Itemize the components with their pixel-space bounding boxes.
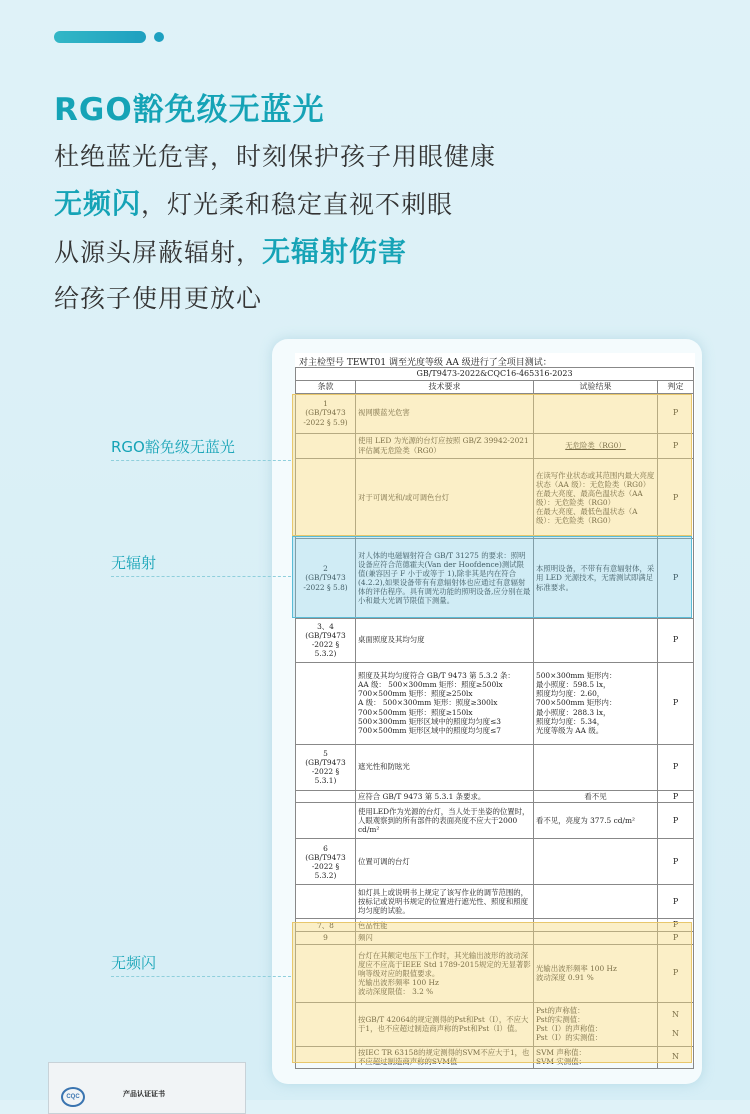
clause-cell: 6 (GB/T9473 -2022 § 5.3.2) bbox=[296, 839, 356, 885]
requirement-cell: 桌面照度及其均匀度 bbox=[356, 618, 534, 662]
tag-connector bbox=[111, 976, 291, 977]
requirement-cell: 台灯在其额定电压下工作时，其光输出波形的波动深度应不应高于IEEE Std 1789-2015规定的无显著影响等级对应的限值要求。 光输出波形频率 100 Hz 波动深度限值： 3.2 % bbox=[356, 944, 534, 1002]
verdict-cell: N bbox=[658, 1046, 694, 1068]
requirement-cell: 对于可调光和/或可调色台灯 bbox=[356, 458, 534, 538]
verdict-cell: P bbox=[658, 839, 694, 885]
verdict-cell: P bbox=[658, 919, 694, 932]
header-requirement: 技术要求 bbox=[356, 380, 534, 393]
verdict-cell: N N bbox=[658, 1002, 694, 1046]
requirement-cell: 按IEC TR 63158的规定测得的SVM不应大于1，也不应超过制造商声称的SVM值 bbox=[356, 1046, 534, 1068]
feature-line-1: 杜绝蓝光危害，时刻保护孩子用眼健康 bbox=[54, 142, 497, 171]
feature-line-3: 从源头屏蔽辐射，无辐射伤害 bbox=[54, 235, 408, 268]
table-row bbox=[296, 618, 694, 662]
verdict-cell: P bbox=[658, 618, 694, 662]
report-intro: 对主检型号 TEWT01 调至光度等级 AA 级进行了全项目测试： bbox=[299, 358, 552, 368]
verdict-cell: P bbox=[658, 944, 694, 1002]
flicker-highlight bbox=[292, 922, 692, 1063]
decoration-dot bbox=[154, 32, 164, 42]
requirement-cell: 对人体的电磁辐射符合 GB/T 31275 的要求：照明设备应符合范德霍夫(Van der Hoofdence)测试限值(兼容因子 F 小于或等于 1),除非其是内在符合(4.2.2),如果设备带有有意辐射体也应通过有意辐射体的评估程序。具有调光功能的照明设备,应分别在最小和最大光调节限值下测量。 bbox=[356, 538, 534, 618]
clause-cell: 1 (GB/T9473 -2022 § 5.9) bbox=[296, 393, 356, 433]
result-cell: 光输出波形频率 100 Hz 波动深度 0.91 % bbox=[534, 944, 658, 1002]
tag-flicker: 无频闪 bbox=[111, 954, 157, 972]
table-row bbox=[296, 790, 694, 803]
requirement-cell: 使用 LED 为光源的台灯应按照 GB/Z 39942-2021 评估属无危险类（RG0） bbox=[356, 433, 534, 458]
clause-cell: 3、4 (GB/T9473 -2022 § 5.3.2) bbox=[296, 618, 356, 662]
cqc-logo: CQC bbox=[61, 1087, 85, 1107]
tag-radiation: 无辐射 bbox=[111, 554, 157, 572]
standard-title: GB/T9473-2022&CQC16-465316-2023 bbox=[296, 368, 694, 381]
feature-line-4: 给孩子使用更放心 bbox=[54, 284, 263, 313]
rg0-highlight bbox=[292, 394, 692, 536]
verdict-cell: P bbox=[658, 538, 694, 618]
decoration-bar bbox=[54, 31, 146, 43]
result-cell: Pst的声称值： Pst的实测值： Pst（I）的声称值： Pst（I）的实测值： bbox=[534, 1002, 658, 1046]
requirement-cell: 照度及其均匀度符合 GB/T 9473 第 5.3.2 条： AA 级： 500×300mm 矩形：照度≥500lx 700×500mm 矩形：照度≥250lx A 级： 500×300mm 矩形：照度≥300lx 700×500mm 矩形：照度≥150lx 500×300mm 矩形区域中的照度均匀度≤3 700×500mm 矩形区域中的照度均匀度≤7 bbox=[356, 662, 534, 744]
result-cell: 无危险类（RG0） bbox=[534, 433, 658, 458]
requirement-cell: 使用LED作为光源的台灯，当人处于坐姿的位置时，人眼观察到的所有部件的表面亮度不应大于2000 cd/m² bbox=[356, 803, 534, 839]
requirement-cell: 遮光性和防眩光 bbox=[356, 744, 534, 790]
requirement-cell: 应符合 GB/T 9473 第 5.3.1 条要求。 bbox=[356, 790, 534, 803]
tag-connector bbox=[111, 460, 291, 461]
requirement-cell: 如灯具上或说明书上规定了该写作业的调节范围的，按标记或说明书规定的位置进行遮光性、照度和照度均匀度的试验。 bbox=[356, 885, 534, 919]
verdict-cell: P bbox=[658, 803, 694, 839]
header-clause: 条款 bbox=[296, 380, 356, 393]
certificate-title: 产品认证证书 bbox=[123, 1090, 165, 1098]
tag-connector bbox=[111, 576, 291, 577]
radiation-highlight bbox=[292, 536, 692, 618]
verdict-cell: P bbox=[658, 662, 694, 744]
requirement-cell: 色品性能 bbox=[356, 919, 534, 932]
result-cell: 500×300mm 矩形内： 最小照度：598.5 lx， 照度均匀度：2.60， 700×500mm 矩形内： 最小照度：288.3 lx， 照度均匀度：5.34， 光度等级为 AA 级。 bbox=[534, 662, 658, 744]
result-cell: 本照明设备，不带有有意辐射体，采用 LED 光源技术，无需测试即满足标准要求。 bbox=[534, 538, 658, 618]
verdict-cell: P bbox=[658, 433, 694, 458]
header-result: 试验结果 bbox=[534, 380, 658, 393]
clause-cell: 7、8 bbox=[296, 919, 356, 932]
verdict-cell: P bbox=[658, 932, 694, 945]
table-row bbox=[296, 744, 694, 790]
clause-cell: 2 (GB/T9473 -2022 § 5.8) bbox=[296, 538, 356, 618]
verdict-cell: P bbox=[658, 393, 694, 433]
result-cell: 在读写作业状态或其范围内最大亮度状态（AA 级）：无危险类（RG0） 在最大亮度、最高色温状态（AA 级）：无危险类（RG0） 在最大亮度、最低色温状态（A 级）：无危险类（RG0） bbox=[534, 458, 658, 538]
table-row bbox=[296, 662, 694, 744]
verdict-cell: P bbox=[658, 885, 694, 919]
table-row bbox=[296, 839, 694, 885]
clause-cell: 5 (GB/T9473 -2022 § 5.3.1) bbox=[296, 744, 356, 790]
requirement-cell: 按GB/T 42064的规定测得的Pst和Pst（I），不应大于1，也不应超过制造商声称的Pst和Pst（I）值。 bbox=[356, 1002, 534, 1046]
verdict-cell: P bbox=[658, 458, 694, 538]
headline: RGO豁免级无蓝光 bbox=[54, 92, 325, 128]
header-verdict: 判定 bbox=[658, 380, 694, 393]
requirement-cell: 位置可调的台灯 bbox=[356, 839, 534, 885]
table-row bbox=[296, 803, 694, 839]
feature-line-2: 无频闪，灯光柔和稳定直视不刺眼 bbox=[54, 187, 454, 220]
clause-cell: 9 bbox=[296, 932, 356, 945]
requirement-cell: 频闪 bbox=[356, 932, 534, 945]
certificate-preview bbox=[48, 1062, 246, 1114]
verdict-cell: P bbox=[658, 744, 694, 790]
result-cell: 看不见，亮度为 377.5 cd/m² bbox=[534, 803, 658, 839]
result-cell: 看不见 bbox=[534, 790, 658, 803]
verdict-cell: P bbox=[658, 790, 694, 803]
result-cell: SVM 声称值： SVM 实测值： bbox=[534, 1046, 658, 1068]
tag-rg0: RGO豁免级无蓝光 bbox=[111, 438, 235, 456]
table-row bbox=[296, 885, 694, 919]
requirement-cell: 视网膜蓝光危害 bbox=[356, 393, 534, 433]
